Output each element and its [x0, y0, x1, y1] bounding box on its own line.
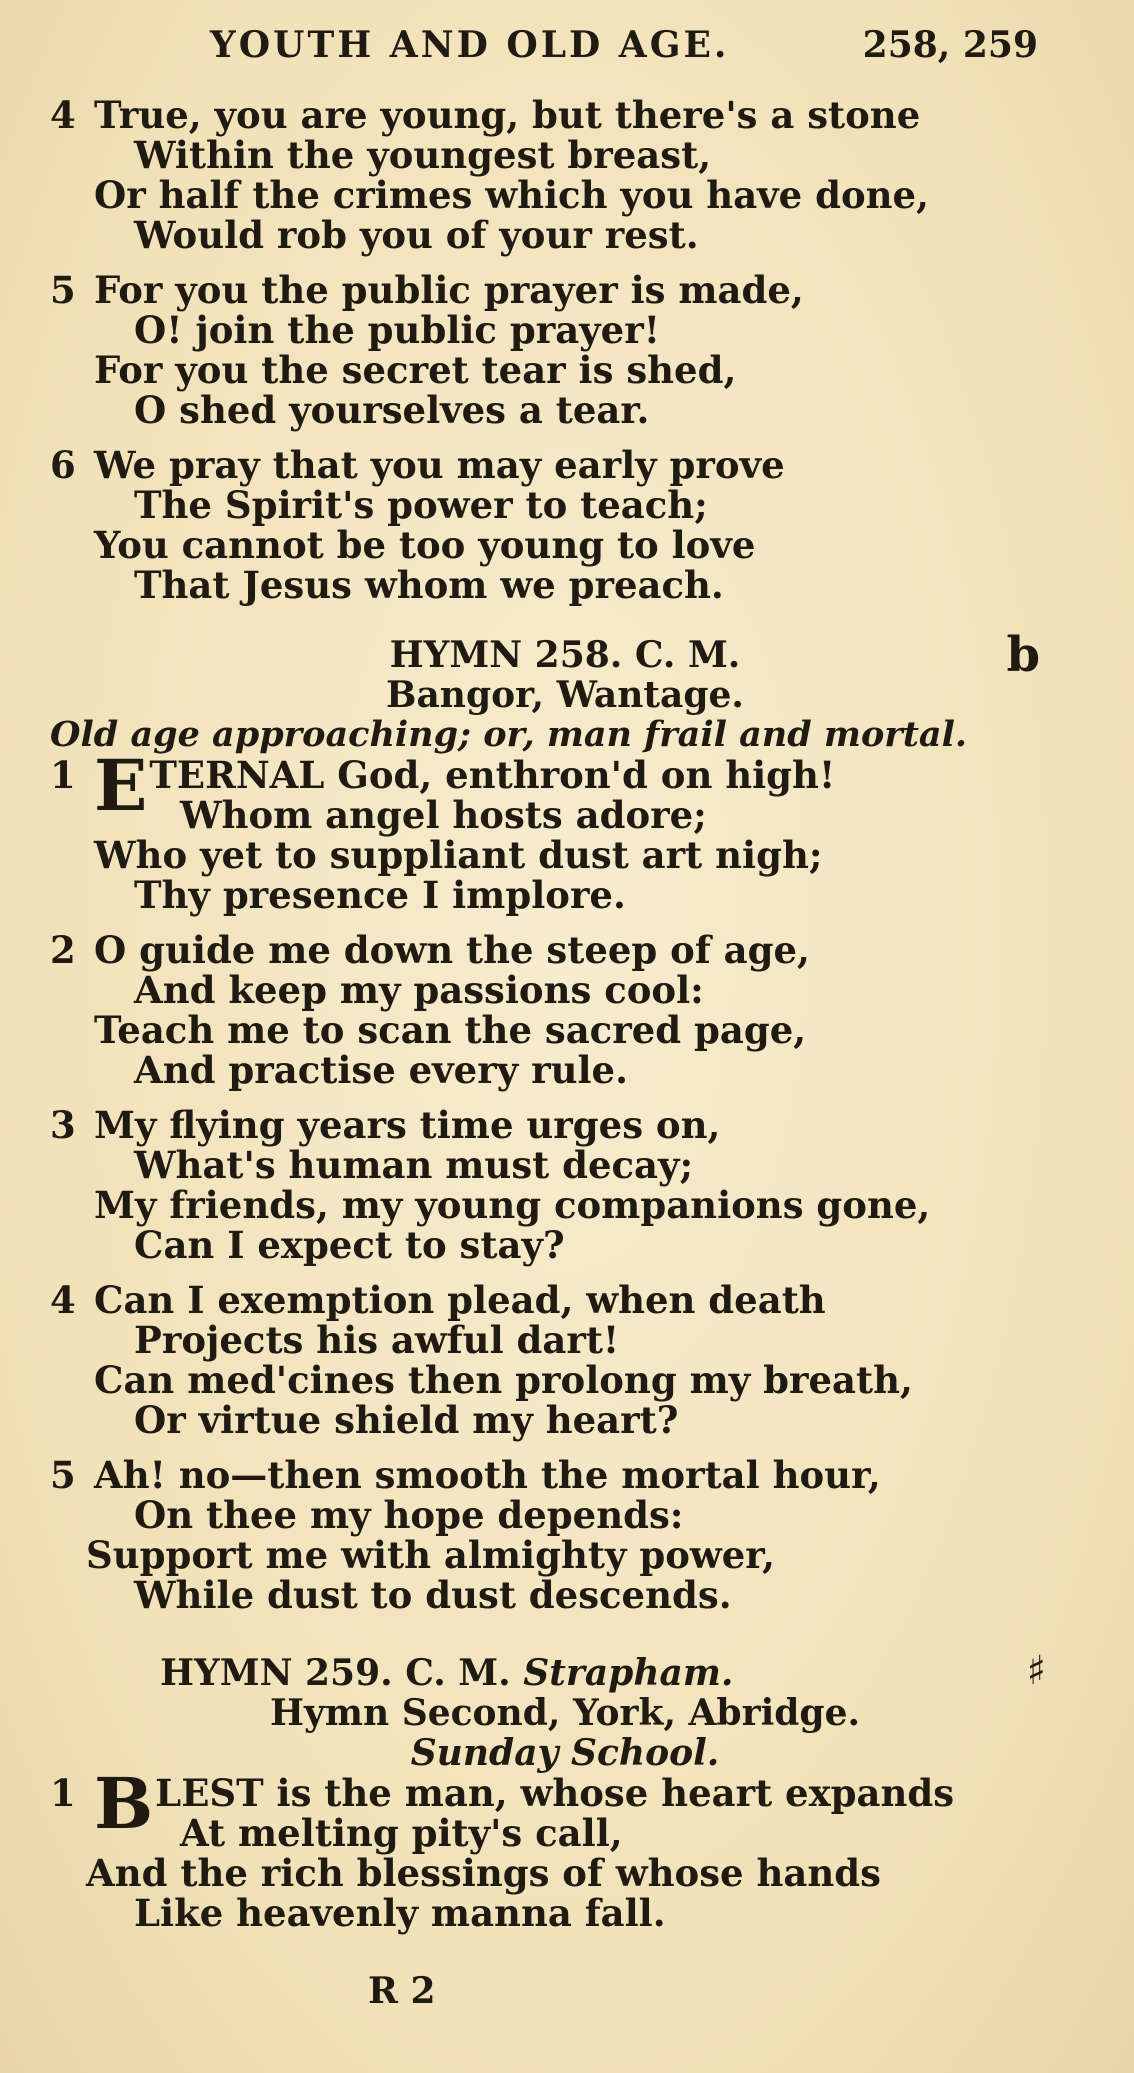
verse-line: At melting pity's call,	[180, 1811, 623, 1855]
hymn-subject: Old age approaching; or, man frail and mortal.	[50, 714, 968, 755]
verse-line: While dust to dust descends.	[134, 1573, 732, 1617]
verse-number: 4	[50, 93, 76, 137]
hymn-subject: Sunday School.	[410, 1732, 720, 1774]
verse-line: Or half the crimes which you have done,	[94, 173, 929, 217]
text-body	[50, 95, 1080, 1948]
header-page-numbers: 258, 259	[862, 24, 1038, 66]
verse-line: On thee my hope depends:	[134, 1493, 684, 1537]
verse-line: My flying years time urges on,	[94, 1103, 721, 1147]
verse	[50, 445, 1080, 605]
hymn-258	[50, 627, 1080, 1617]
verse-line: Thy presence I implore.	[134, 873, 626, 917]
verse-line: O! join the public prayer!	[134, 308, 660, 352]
verse	[50, 930, 1080, 1090]
verse-line: Projects his awful dart!	[134, 1318, 620, 1362]
verse-line: What's human must decay;	[134, 1143, 694, 1187]
verse-line: And keep my passions cool:	[134, 968, 704, 1012]
drop-cap: B	[94, 1762, 154, 1845]
verse-line: Like heavenly manna fall.	[134, 1891, 666, 1935]
tune-key-mark: ♯	[1026, 1647, 1046, 1694]
verse-line: Whom angel hosts adore;	[180, 793, 707, 837]
verse-line: Can I expect to stay?	[134, 1223, 565, 1267]
verse-line: O guide me down the steep of age,	[94, 928, 810, 972]
hymn-259	[50, 1647, 1080, 1935]
verse-line: For you the secret tear is shed,	[94, 348, 737, 392]
header-title: YOUTH AND OLD AGE.	[210, 24, 730, 66]
verse-number: 1	[50, 1771, 76, 1815]
verse-line: The Spirit's power to teach;	[134, 483, 708, 527]
verse-line: Who yet to suppliant dust art nigh;	[94, 833, 823, 877]
verse	[50, 1105, 1080, 1265]
verse	[50, 270, 1080, 430]
verse-number: 2	[50, 928, 76, 972]
verse-line: Ah! no—then smooth the mortal hour,	[94, 1453, 881, 1497]
verse-line: Support me with almighty power,	[86, 1533, 775, 1577]
verse-number: 4	[50, 1278, 76, 1322]
verse-line: And practise every rule.	[134, 1048, 628, 1092]
running-header	[0, 14, 1134, 74]
verse-number: 1	[50, 753, 76, 797]
verse-line: And the rich blessings of whose hands	[86, 1851, 881, 1895]
verse	[50, 1762, 1080, 1935]
verse-line: Can I exemption plead, when death	[94, 1278, 826, 1322]
verse-number: 5	[50, 1453, 76, 1497]
verse-number: 6	[50, 443, 76, 487]
verse-line: TERNAL God, enthron'd on high!	[149, 753, 836, 797]
verse-line: We pray that you may early prove	[94, 443, 785, 487]
verse-line: You cannot be too young to love	[94, 523, 756, 567]
verse-line: LEST is the man, whose heart expands	[155, 1771, 955, 1815]
hymn-tunes: Bangor, Wantage.	[386, 674, 744, 716]
verse-line: For you the public prayer is made,	[94, 268, 804, 312]
hymn-tunes: Hymn Second, York, Abridge.	[269, 1692, 861, 1734]
verse-number: 3	[50, 1103, 76, 1147]
verse-line: Can med'cines then prolong my breath,	[94, 1358, 913, 1402]
tune-name: Strapham.	[523, 1652, 734, 1694]
verse-line: Or virtue shield my heart?	[134, 1398, 679, 1442]
verse-line: True, you are young, but there's a stone	[94, 93, 921, 137]
verse	[50, 1280, 1080, 1440]
verse-line: O shed yourselves a tear.	[134, 388, 650, 432]
verse	[50, 95, 1080, 255]
verse-number: 5	[50, 268, 76, 312]
tune-key-mark: b	[1006, 627, 1040, 683]
verse-line: Would rob you of your rest.	[134, 213, 699, 257]
hymn-heading: HYMN 259. C. M. Strapham.	[160, 1652, 734, 1694]
drop-cap: E	[94, 744, 148, 827]
verse-line: That Jesus whom we preach.	[134, 563, 724, 607]
verse	[50, 744, 1080, 917]
verse-line: Teach me to scan the sacred page,	[94, 1008, 807, 1052]
signature-mark: R 2	[368, 1970, 436, 2012]
hymn-heading: HYMN 258. C. M.	[389, 634, 741, 676]
verse-line: My friends, my young companions gone,	[94, 1183, 931, 1227]
verse	[50, 1455, 1080, 1615]
verse-line: Within the youngest breast,	[134, 133, 712, 177]
